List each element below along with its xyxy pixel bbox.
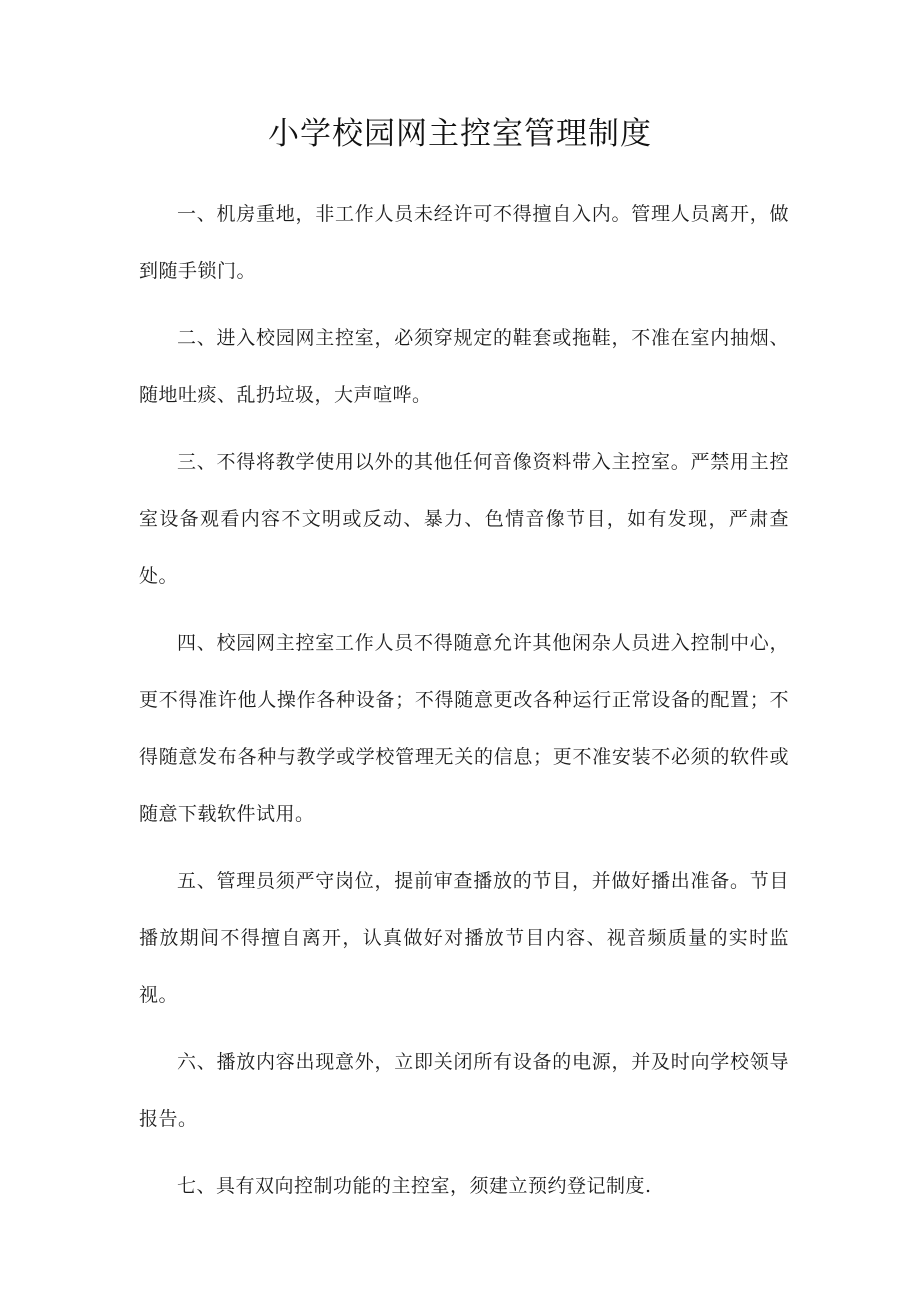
rule-paragraph-1: 一、机房重地，非工作人员未经许可不得擅自入内。管理人员离开，做到随手锁门。: [139, 203, 789, 282]
rule-paragraph-5: 五、管理员须严守岗位，提前审查播放的节目，并做好播出准备。节目播放期间不得擅自离开，认真做好对播放节目内容、视音频质量的实时监视。: [139, 870, 789, 1006]
rule-paragraph-3: 三、不得将教学使用以外的其他任何音像资料带入主控室。严禁用主控室设备观看内容不文明或反动、暴力、色情音像节目，如有发现，严肃查处。: [139, 451, 789, 587]
rule-paragraph-4: 四、校园网主控室工作人员不得随意允许其他闲杂人员进入控制中心，更不得准许他人操作各种设备；不得随意更改各种运行正常设备的配置；不得随意发布各种与教学或学校管理无关的信息；更不准安装不必须的软件或随意下载软件试用。: [139, 632, 789, 825]
document-title: 小学校园网主控室管理制度: [268, 116, 652, 152]
rule-paragraph-6: 六、播放内容出现意外，立即关闭所有设备的电源，并及时向学校领导报告。: [139, 1051, 789, 1130]
rule-paragraph-7: 七、具有双向控制功能的主控室，须建立预约登记制度.: [177, 1175, 652, 1197]
document-body: [139, 186, 789, 1225]
rule-paragraph-2: 二、进入校园网主控室，必须穿规定的鞋套或拖鞋，不准在室内抽烟、随地吐痰、乱扔垃圾，大声喧哗。: [139, 327, 789, 406]
